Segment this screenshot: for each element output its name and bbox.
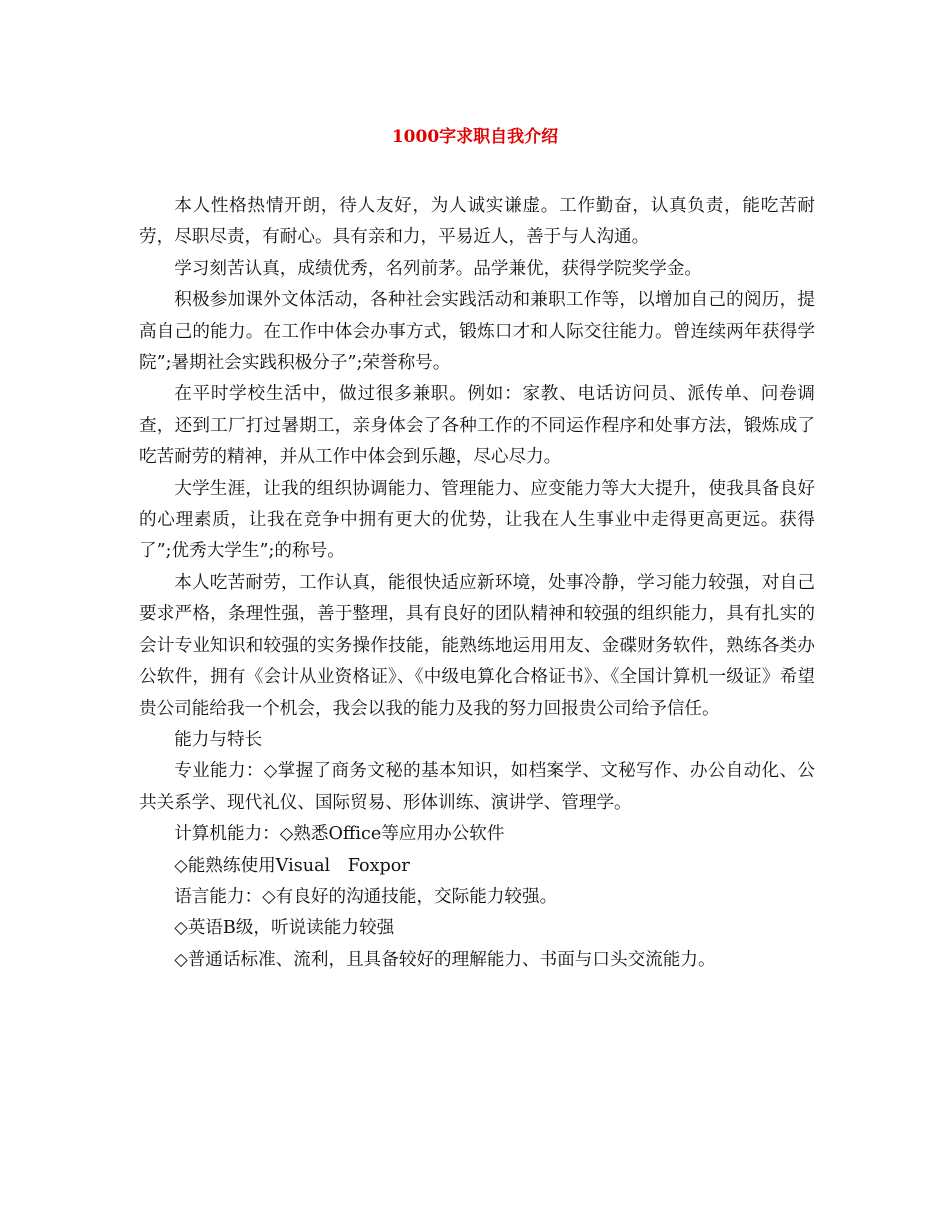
paragraph-english-level: ◇英语B级，听说读能力较强 xyxy=(174,918,395,939)
paragraph-personality: 本人性格热情开朗，待人友好，为人诚实谦虚。工作勤奋，认真负责，能吃苦耐劳，尽职尽责，有耐心。具有亲和力，平易近人，善于与人沟通。 xyxy=(139,196,815,248)
paragraph-part-time-jobs: 在平时学校生活中，做过很多兼职。例如：家教、电话访问员、派传单、问卷调查，还到工厂打过暑期工，亲身体会了各种工作的不同运作程序和处事方法，锻炼成了吃苦耐劳的精神，并从工作中体会到乐趣，尽心尽力。 xyxy=(139,384,815,468)
document-title: 1000字求职自我介绍 xyxy=(391,127,559,147)
paragraph-activities: 积极参加课外文体活动，各种社会实践活动和兼职工作等，以增加自己的阅历，提高自己的能力。在工作中体会办事方式，锻炼口才和人际交往能力。曾连续两年获得学院”;暑期社会实践积极分子”;荣誉称号。 xyxy=(139,290,815,374)
document-body xyxy=(139,191,815,976)
paragraph-language-ability: 语言能力：◇有良好的沟通技能，交际能力较强。 xyxy=(174,886,558,907)
paragraph-mandarin: ◇普通话标准、流利，且具备较好的理解能力、书面与口头交流能力。 xyxy=(174,949,716,970)
paragraph-university-life: 大学生涯，让我的组织协调能力、管理能力、应变能力等大大提升，使我具备良好的心理素质，让我在竞争中拥有更大的优势，让我在人生事业中走得更高更远。获得了”;优秀大学生”;的称号。 xyxy=(139,478,815,562)
paragraph-computer-ability: 计算机能力：◇熟悉Office等应用办公软件 xyxy=(174,824,505,845)
paragraph-professional-ability: 专业能力：◇掌握了商务文秘的基本知识，如档案学、文秘写作、办公自动化、公共关系学、现代礼仪、国际贸易、形体训练、演讲学、管理学。 xyxy=(139,761,815,813)
paragraph-study: 学习刻苦认真，成绩优秀，名列前茅。品学兼优，获得学院奖学金。 xyxy=(174,258,703,279)
paragraph-self-summary: 本人吃苦耐劳，工作认真，能很快适应新环境，处事冷静，学习能力较强，对自己要求严格，条理性强，善于整理，具有良好的团队精神和较强的组织能力，具有扎实的会计专业知识和较强的实务操作技能，能熟练地运用用友、金碟财务软件，熟练各类办公软件，拥有《会计从业资格证》、《中级电算化合格证书》、《全国计算机一级证》希望贵公司能给我一个机会，我会以我的能力及我的努力回报贵公司给予信任。 xyxy=(139,572,815,719)
paragraph-visual-foxpro: ◇能熟练使用Visual Foxpor xyxy=(174,855,410,876)
section-heading-abilities: 能力与特长 xyxy=(174,729,263,750)
